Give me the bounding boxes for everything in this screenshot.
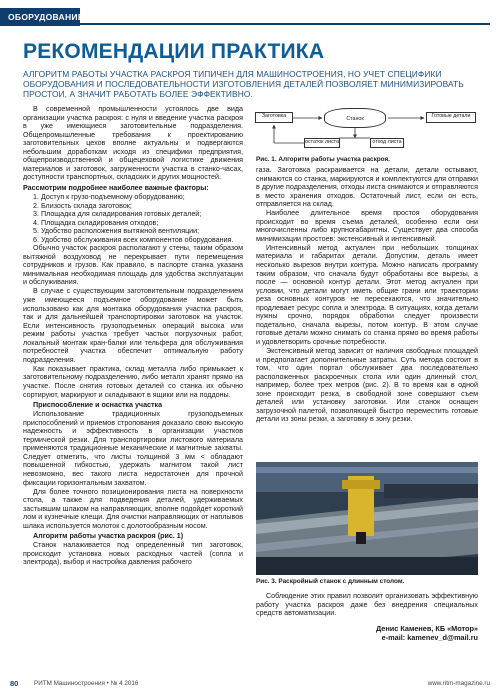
photo-illustration [256, 462, 478, 575]
list-item: 6. Удобство обслуживания всех компонентов оборудования. [33, 235, 234, 244]
list-item: 4. Площадка складирования отходов; [33, 218, 159, 227]
subheading: Приспособление и оснастка участка [33, 401, 163, 410]
right-column-end [256, 592, 478, 618]
article-title: РЕКОМЕНДАЦИИ ПРАКТИКА [23, 40, 325, 63]
paragraph: Использование традиционных грузоподъемных приспособлений и приемов стропования доказало свою высокую надежность и эффективность в организации участков термической резки. Для транспортировки листового материала применяются традиционные механические и магнитные захваты. Следует отметить, что листы толщиной 3 мм < обладают повышенной гибкостью, удержать магнитом такой лист невозможно, вес такого листа недостаточен для прочной фиксации горизонтальным захватом. [23, 410, 243, 487]
paragraph: Наиболее длительное время простоя оборудования происходит во время съема деталей, особенно если они многочисленны либо крупногабаритны. Существует два способа минимизации простоев: экстенсивный и интенсивный. [256, 209, 478, 243]
subheading: Алгоритм работы участка раскроя (рис. 1) [33, 532, 184, 541]
box-gotovye-detali: Готовые детали [426, 112, 476, 123]
paragraph: Экстенсивный метод зависит от наличия свободных площадей и предполагает дополнительные затраты. Суть метода состоит в том, что один портал обслуживает два последовательно расположенных раскроечных стола или один длинный стол, например, более трех метров (рис. 2). В то время как в одной зоне происходит резка, в свободной зоне совершают съем деталей или установку заготовки. Или станок оснащен загрузочной палетой, позволяющей быстро переместить готовые детали из зоны резки, а заготовку в зону резки. [256, 346, 478, 424]
factors-list [33, 193, 243, 244]
paragraph: Обычно участок раскроя располагают у стены, таким образом вытяжной воздуховод не перекрывает пути перемещения сотрудников и грузов. Как правило, в паспорте станка указана минимальная необходимая площадь для удобства эксплуатации и обслуживания. [23, 244, 243, 287]
box-othod-lista: отход листа [370, 138, 404, 148]
paragraph: Как показывает практика, склад металла либо примыкает к заготовительному подразделению, либо металл хранят прямо на участке. После снятия готовых деталей со станка их обычно сортируют, маркируют и складывают в ящики или на поддоны. [23, 364, 243, 399]
left-column [23, 105, 243, 567]
page-footer [0, 677, 500, 691]
list-item: 2. Близость склада заготовок; [33, 201, 132, 210]
box-zagotovka: Заготовка [255, 112, 293, 123]
list-item: 3. Площадка для складирования готовых деталей; [33, 210, 202, 219]
paragraph: газа. Заготовка раскраивается на детали, детали остывают, снимаются со станка, маркируются и комплектуются для отправки в другие подразделения, отходы листа снимаются и отправляются в место хранения отходов. Остаточный лист, если он есть, отправляется на склад. [256, 166, 478, 209]
box-ostatok-lista: остаток листа [304, 138, 340, 148]
section-header [0, 8, 500, 26]
list-item: 5. Удобство расположения вытяжной вентиляции; [33, 227, 200, 236]
box-stanok: Станок [324, 108, 386, 128]
paragraph: В современной промышленности устоялось две вида организации участка раскроя: с нуля и введение участка раскроя в уже имеющиеся заготовительные подразделения. Общепромышленные требования к проектированию заготовительных цехов вполне актуальны и подвергаются небольшим доработкам исходя из специфики предприятия, общепроизводственной и общецеховой логистике движения материалов и заготовок, загруженности участка в станко-часах, доступности транспортных, складских и других мощностей. [23, 105, 243, 182]
paragraph: Интенсивный метод актуален при небольших толщинах материала и габаритах детали. Допустим, деталь имеет несколько вырезов внутри контура. Можно написать программу таким образом, что сначала будут обработаны все вырезы, а после — основной контур детали. Этот метод актуален при условии, что детали могут иметь общие грани или траектории реза основных контуров не пересекаются, что значительно продлевает ресурс сопла и электрода. В ситуациях, когда детали нужны срочно, порядок обработки следует произвести подетально, сначала вырезы, потом контур. В этом случае готовые детали можно снимать со станка прямо во время работы и удовлетворить срочные потребности. [256, 243, 478, 346]
subheading: Рассмотрим подробнее наиболее важные факторы: [23, 183, 209, 192]
article-lead: АЛГОРИТМ РАБОТЫ УЧАСТКА РАСКРОЯ ТИПИЧЕН ДЛЯ МАШИНОСТРОЕНИЯ, НО УЧЕТ СПЕЦИФИКИ ОБОРУДОВАНИЯ И ПОСЛЕДОВАТЕЛЬНОСТИ ИЗГОТОВЛЕНИЯ ДЕТАЛЕЙ ПОЗВОЛЯЕТ МИНИМИЗИРОВАТЬ ПРОСТОИ, А ЗНАЧИТ РАБОТАТЬ БОЛЕЕ ЭФФЕКТИВНО. [23, 69, 464, 100]
workflow-diagram [254, 105, 478, 157]
photo-caption: Рис. 3. Раскройный станок с длинным столом. [256, 578, 405, 585]
cutting-machine-photo [256, 462, 478, 575]
magazine-issue: РИТМ Машиностроения • № 4 2016 [34, 680, 139, 687]
figure-caption: Рис. 1. Алгоритм работы участка раскроя. [256, 156, 391, 163]
magazine-url: www.ritm-magazine.ru [427, 680, 490, 687]
right-column [256, 166, 478, 424]
paragraph: Для более точного позиционирования листа на поверхности стола, а также для подведения деталей, удерживаемых застывшим шлаком на направляющих, вполне подойдет короткий лом и кузнечные клещи. Для очистки направляющих от наплывов шлака используется молоток с долотообразным носом. [23, 487, 243, 530]
section-divider [80, 23, 490, 25]
list-item: 1. Доступ к грузо-подъемному оборудованию; [33, 192, 185, 201]
paragraph: Станок налаживается под определенный тип заготовок, происходит установка новых расходных частей (сопла и электрода), выбор и настройка давления рабочего [23, 541, 243, 567]
author-name: Денис Каменев, КБ «Мотор» [376, 624, 478, 633]
paragraph: В случае с существующим заготовительным подразделением уже имеющееся подъемное оборудование может быть использовано как для монтажа оборудования участка раскроя, так и для дальнейшей транспортировки заготовок на участок. Если интенсивность грузоподъемных операций высока или режим работы участка требует частых погрузочных работ, локальный монтаж кран-балки или тельфера для обслуживания потребностей участка обеспечит оптимальную работу подразделения. [23, 287, 243, 364]
author-email: e-mail: kamenev_d@mail.ru [381, 633, 478, 642]
author-signature [376, 624, 478, 642]
paragraph: Соблюдение этих правил позволит организовать эффективную работу участка раскроя даже без внедрения специальных средств автоматизации. [256, 592, 478, 618]
page-number: 80 [10, 679, 19, 688]
section-label: ОБОРУДОВАНИЕ [0, 8, 80, 26]
